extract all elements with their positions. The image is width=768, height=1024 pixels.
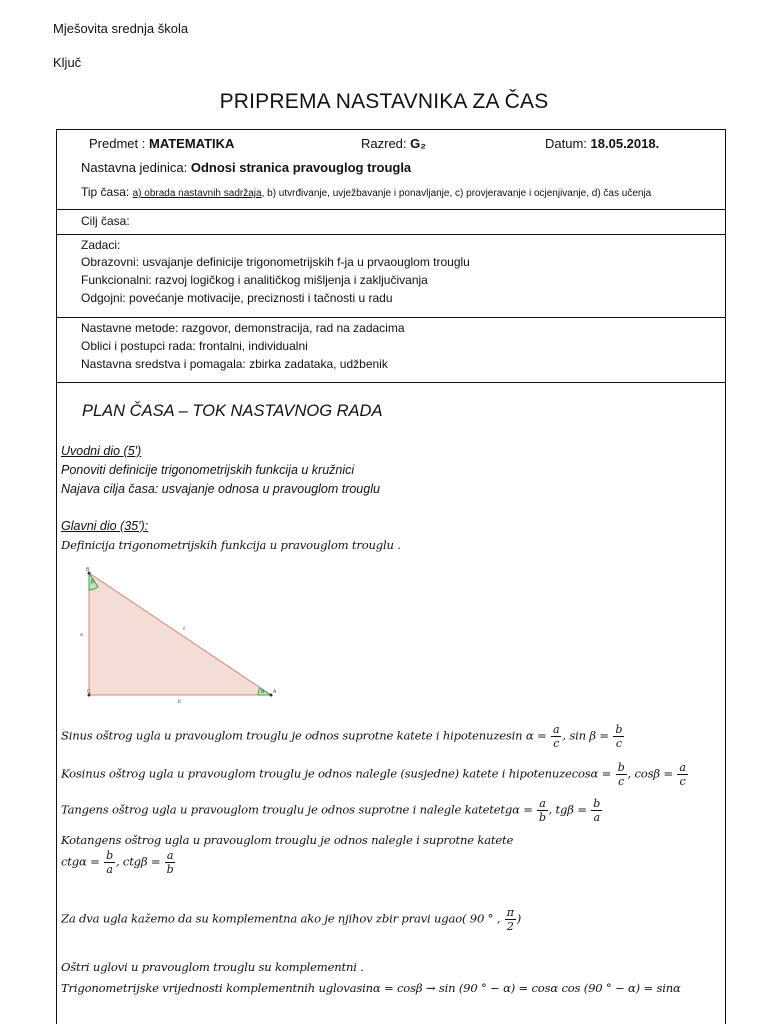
fraction-pi-over-2: $\frac{\pi}{2}$ xyxy=(506,906,514,933)
divider xyxy=(57,234,725,235)
goal-label: Cilj časa: xyxy=(81,214,130,228)
date-value: 18.05.2018. xyxy=(590,136,660,151)
vertex-label-c: C xyxy=(87,689,91,695)
sin-beta-label: , sin β = xyxy=(562,728,609,743)
subject-label: Predmet : xyxy=(89,136,146,151)
complementary-open: ( 90 ° , xyxy=(462,911,501,926)
subject-row xyxy=(89,136,234,151)
unit-value: Odnosi stranica pravouglog trougla xyxy=(190,160,412,175)
divider xyxy=(57,209,725,210)
fraction-b-over-a: $\frac{b}{a}$ xyxy=(106,849,113,876)
fraction-b-over-c: $\frac{b}{c}$ xyxy=(617,761,625,788)
divider xyxy=(57,317,725,318)
teaching-aids: Nastavna sredstva i pomagala: zbirka zadataka, udžbenik xyxy=(81,357,388,371)
ctg-alpha-label: ctgα = xyxy=(61,854,100,869)
task-functional: Funkcionalni: razvoj logičkog i analitičkog mišljenja i zaključivanja xyxy=(81,273,428,287)
cosinus-definition xyxy=(61,762,689,787)
intro-heading: Uvodni dio (5') xyxy=(61,444,142,458)
kotangens-text: Kotangens oštrog ugla u pravouglom trouglu je odnos nalegle i suprotne katete xyxy=(61,833,514,847)
type-row xyxy=(81,185,651,199)
intro-line-2: Najava cilja časa: usvajanje odnosa u pravouglom trouglu xyxy=(61,482,380,496)
sin-alpha-label: sin α = xyxy=(505,728,547,743)
type-option-a: a) obrada nastavnih sadržaja xyxy=(132,188,262,199)
fraction-a-over-c: $\frac{a}{c}$ xyxy=(679,761,686,788)
unit-row xyxy=(81,160,411,175)
teaching-methods: Nastavne metode: razgovor, demonstracija, rad na zadacima xyxy=(81,321,405,335)
type-label: Tip časa: xyxy=(81,185,130,199)
angle-alpha-marker xyxy=(258,688,271,695)
work-forms: Oblici i postupci rada: frontalni, individualni xyxy=(81,339,308,353)
lesson-form xyxy=(56,129,726,1024)
grade-label: Razred: xyxy=(361,136,407,151)
intro-line-1: Ponoviti definicije trigonometrijskih funkcija u kružnici xyxy=(61,463,355,477)
kotangens-formula xyxy=(61,850,176,875)
task-upbringing: Odgojni: povećanje motivacije, preciznosti i tačnosti u radu xyxy=(81,291,393,305)
unit-label: Nastavna jedinica: xyxy=(81,160,188,175)
complementary-close: ) xyxy=(516,911,522,926)
key-label: Ključ xyxy=(53,55,82,70)
task-educational: Obrazovni: usvajanje definicije trigonometrijskih f-ja u prvaouglom trouglu xyxy=(81,255,470,269)
complementary-text: Za dva ugla kažemo da su komplementna ako je njihov zbir pravi ugao xyxy=(61,911,462,926)
page-title: PRIPREMA NASTAVNIKA ZA ČAS xyxy=(219,90,549,113)
right-triangle-diagram xyxy=(80,567,283,705)
tangens-definition xyxy=(61,798,603,823)
main-heading: Glavni dio (35'): xyxy=(61,519,149,533)
side-label-b: b xyxy=(178,699,181,705)
tangens-text: Tangens oštrog ugla u pravouglom trouglu je odnos suprotne i nalegle katete xyxy=(61,802,501,817)
date-label: Datum: xyxy=(545,136,587,151)
vertex-label-a: A xyxy=(273,689,277,695)
trig-values-formula: sinα = cosβ → sin (90 ° − α) = cosα cos (90 ° − α) = sinα xyxy=(356,981,681,995)
fraction-b-over-a: $\frac{b}{a}$ xyxy=(593,797,601,824)
side-label-c: c xyxy=(183,626,186,632)
fraction-a-over-b: $\frac{a}{b}$ xyxy=(166,849,174,876)
trig-values-text: Trigonometrijske vrijednosti komplementnih uglova xyxy=(61,981,357,995)
tg-beta-label: , tgβ = xyxy=(548,802,587,817)
ctg-beta-label: , ctgβ = xyxy=(115,854,161,869)
school-name: Mješovita srednja škola xyxy=(53,21,189,36)
type-options-rest: , b) utvrđivanje, uvježbavanje i ponavljanje, c) provjeravanje i ocjenjivanje, d) čas učenja xyxy=(261,188,652,199)
sinus-definition xyxy=(61,724,625,749)
angle-label-beta: β xyxy=(91,579,94,585)
plan-title: PLAN ČASA – TOK NASTAVNOG RADA xyxy=(82,402,383,420)
complementary-definition xyxy=(61,907,521,932)
fraction-b-over-c: $\frac{b}{c}$ xyxy=(615,723,623,750)
cos-beta-label: , cosβ = xyxy=(627,766,673,781)
complementary-values xyxy=(61,981,681,995)
tasks-label: Zadaci: xyxy=(81,238,121,252)
divider xyxy=(57,382,725,383)
sinus-text: Sinus oštrog ugla u pravouglom trouglu je odnos suprotne katete i hipotenuze xyxy=(61,728,506,743)
date-row xyxy=(545,136,659,151)
angle-label-alpha: α xyxy=(261,689,264,695)
main-line-1: Definicija trigonometrijskih funkcija u pravouglom trouglu . xyxy=(61,538,401,552)
triangle-shape xyxy=(89,573,271,695)
grade-value: G₂ xyxy=(410,136,427,151)
cosinus-text: Kosinus oštrog ugla u pravouglom trouglu je odnos nalegle (susjedne) katete i hipotenuze xyxy=(61,766,572,781)
subject-value: MATEMATIKA xyxy=(148,136,235,151)
fraction-a-over-b: $\frac{a}{b}$ xyxy=(538,797,546,824)
side-label-a: a xyxy=(80,632,83,638)
cos-alpha-label: cosα = xyxy=(571,766,612,781)
acute-angles-text: Oštri uglovi u pravouglom trouglu su komplementni . xyxy=(61,960,364,974)
fraction-a-over-c: $\frac{a}{c}$ xyxy=(553,723,560,750)
tg-alpha-label: tgα = xyxy=(500,802,533,817)
grade-row xyxy=(361,136,426,151)
vertex-label-b: B xyxy=(86,567,90,573)
